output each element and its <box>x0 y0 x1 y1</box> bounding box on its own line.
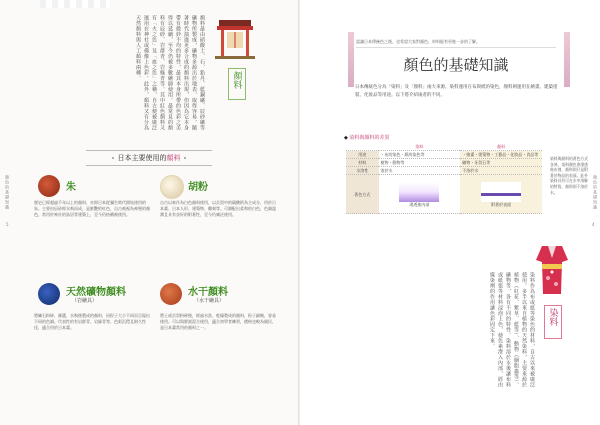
left-intro-text: 顏料最由硝酸土、石、鉛丹、藍銅礦、辰砂礦等礦物所製成，礦物多源出於地表，取得容易，隨著時代演進更多合成的顏料出現，但因為它本身帶有微妙不均的特性，最其本身所帶的色彩之美得以延續，至今仍被多數繪師使用。最常見的顏料有辰砂、岩群青、岩綠青等。其中紅色顏料又有「火之色」及「血之色」之稱，自古便被廣泛運用在神社或佛像上色彩。此外，顏料又有分為天然顏料與人工顏料兩種。 <box>135 15 205 131</box>
page-title: 顏色的基礎知識 <box>403 56 509 74</box>
dot-icon <box>184 157 186 159</box>
table-title-text: 染料與顏料的差異 <box>349 135 390 141</box>
table-cell-dye: ・布的染色・紙的染色等 <box>379 151 461 159</box>
table-row <box>346 175 542 214</box>
pigment-surface-icon <box>481 182 521 202</box>
section-title-highlight: 顏料 <box>166 154 181 162</box>
dye-penetration-icon <box>399 182 439 202</box>
left-vertical-title: 顏料 <box>231 71 242 89</box>
pigment-text-gofun: 自古以來作為白色顏料使用，以貝殼中的碳酸鈣為主成分，用於日本畫、日本人形、建築物、雕刻等。可調配出柔和的白色，色調溫潤且具有良好的附著性，至今仍廣泛使用。 <box>160 200 276 218</box>
table-cell-dye <box>379 175 461 214</box>
right-side-label: 顏色的基礎知識 <box>593 175 598 210</box>
shrine-illustration <box>215 12 255 72</box>
dye-vertical-text: 染料作為布或紙等染色的材料，自古以來被廣泛使用。多半以來自植物的天然染料，主要來源於植物（紅花、紫草、藍等）、動物（胭脂蟲等）、礦物等，各有不同的特性。染料溶於水後讓布料或紙張等材料浸泡上色，使色素滲入內部，經由媒染劑的作用讓色彩固定下來。 <box>489 272 535 388</box>
pigment-title-mineral: 天然礦物顏料 <box>66 287 126 298</box>
table-row-label: 水溶性 <box>346 167 379 175</box>
pigment-subtitle-mineral: （岩繪具） <box>72 298 98 304</box>
shrine-icon <box>215 12 255 72</box>
left-side-label: 顏色的基礎知識 <box>5 175 10 210</box>
right-page-number: 4 <box>592 222 595 227</box>
table-cell-pigment: 不溶於水 <box>460 167 542 175</box>
dot-icon <box>112 157 114 159</box>
table-row <box>346 159 542 167</box>
table-row-label: 用途 <box>346 151 379 159</box>
table-cell-dye: 溶於水 <box>379 167 461 175</box>
intro-paragraph: 日本傳統色分為「染料」及「顏料」兩大來源。染料運用在布與紙的染色，顏料則運用在繪畫、建築塗裝、化妝品等用途。以下將介紹兩者的不同。 <box>355 85 558 98</box>
table-header-dye: 染料 <box>379 143 461 151</box>
pigment-text-mineral: 將礦石粉碎、篩選、水飛後製成的顏料，因粒子大小不同而呈現出不同的色調。代表性的有岩群青、岩綠青等，色彩沉穩且耐久性佳，適合用於日本畫。 <box>34 313 150 331</box>
suihi-pigment-swatch-icon <box>160 283 182 305</box>
pigment-text-suihi: 將土或貝殼粉碎後，經過水洗、乾燥製成的顏料，粒子細緻，容易使用。可以與膠液混合使用，適合初學者練習，價格也較為親民，是日本畫常用的顏料之一。 <box>160 313 276 331</box>
table-cell-pigment: 礦物・牙殼石等 <box>460 159 542 167</box>
watercolor-strip-left <box>348 32 354 87</box>
table-row <box>346 167 542 175</box>
section-title <box>86 150 212 166</box>
pigment-title-suihi: 水干顏料 <box>188 287 228 298</box>
table-cell-pigment: ・繪畫・建築物・工藝品・化妝品・食品等 <box>460 151 542 159</box>
left-title-box <box>228 68 246 100</box>
pigment-title-vermilion: 朱 <box>66 182 76 193</box>
decorative-stripe <box>40 0 110 8</box>
dye-title-box <box>544 305 562 339</box>
table-header-pigment: 顏料 <box>460 143 542 151</box>
header-note: 認識日本傳統色之後，也希望大家對顏色、材料能有更進一步的了解。 <box>356 39 556 48</box>
table-row-label: 著色方式 <box>346 175 379 214</box>
table-cell-pigment <box>460 175 542 214</box>
pigment-coloring-label: 附著於表面 <box>491 201 512 207</box>
pigment-title-gofun: 胡粉 <box>188 182 208 193</box>
pigment-text-vermilion: 歷史已經超過千年以上的顏料，亦即日本從彌生時代開始使用的朱。主要由辰砂經水飛而成，是鮮艷的紅色，自古被視為神聖的顏色，常用於神社的鳥居等建築上，至今仍持續被使用。 <box>34 200 150 218</box>
table-corner <box>346 143 379 151</box>
mineral-pigment-swatch-icon <box>38 283 60 305</box>
gofun-swatch-icon <box>160 175 184 199</box>
table-title <box>344 134 389 141</box>
dye-coloring-label: 滲透進內部 <box>409 201 430 207</box>
left-page-number: 5 <box>6 222 9 227</box>
kimono-illustration <box>534 238 570 296</box>
dye-vertical-title: 染料 <box>547 308 558 326</box>
pigment-subtitle-suihi: （水干繪具） <box>194 298 225 304</box>
comparison-table <box>346 143 542 214</box>
table-cell-dye: 植物・動物等 <box>379 159 461 167</box>
section-title-prefix: 日本主要使用的 <box>117 154 167 162</box>
table-side-note: 染料與顏料的著色方式各異。染料顏色會滲透進布裡，顏料則只是附著於物品的表面。此外染料具有可在水中溶解的特質，顏料則不溶於水。 <box>550 156 588 195</box>
vermilion-swatch-icon <box>38 175 60 197</box>
kimono-icon <box>534 238 570 296</box>
table-row-label: 材料 <box>346 159 379 167</box>
right-page <box>300 0 600 425</box>
table-row <box>346 151 542 159</box>
watercolor-strip-right <box>564 32 570 87</box>
diamond-icon: ◆ <box>344 135 348 141</box>
